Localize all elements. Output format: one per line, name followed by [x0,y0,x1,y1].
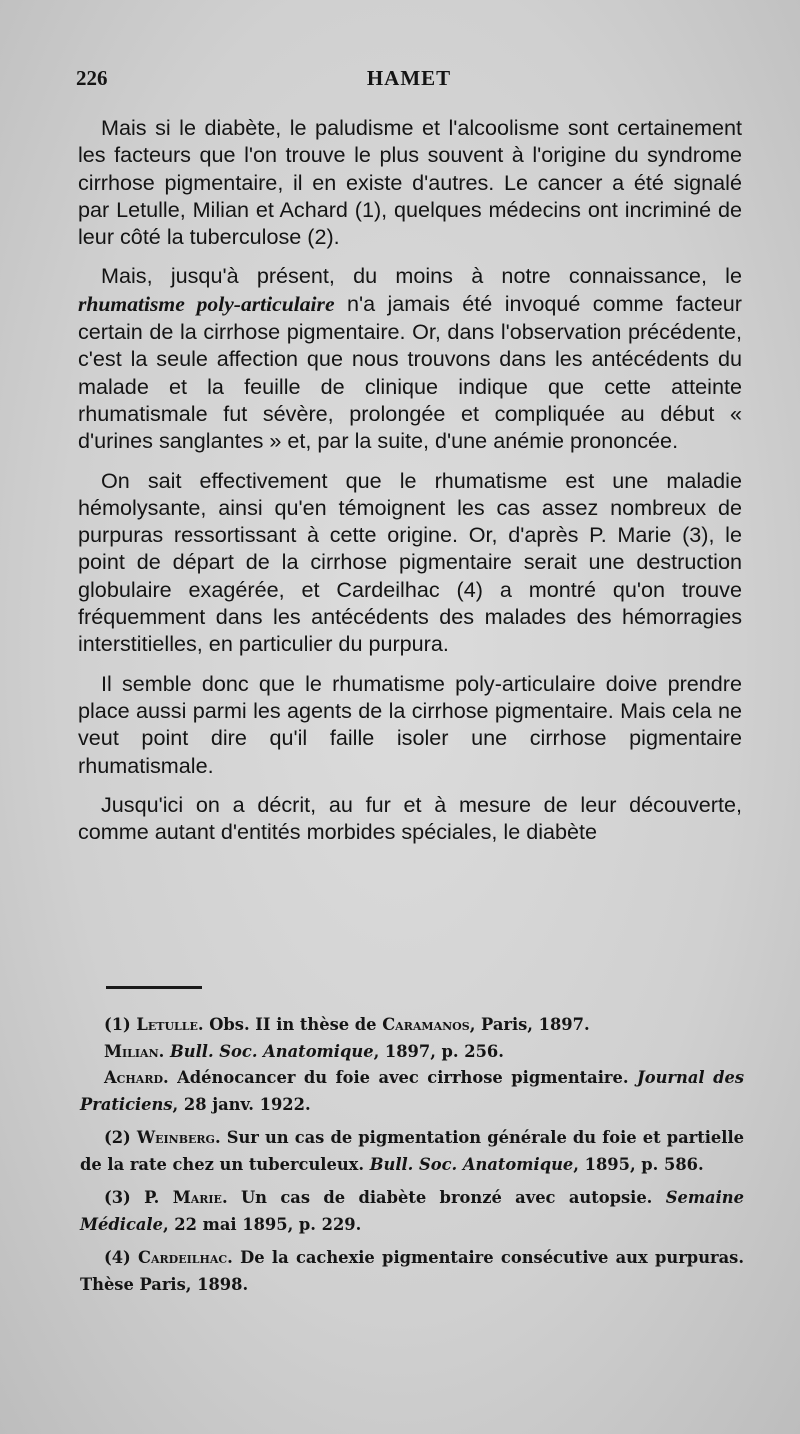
footnote-separator [106,986,202,989]
footnotes [80,1012,744,1305]
paragraph-2-before: Mais, jusqu'à présent, du moins à notre connaissance, le [101,263,742,289]
footnote-1-line-3 [80,1065,744,1118]
footnote-2-line [80,1125,744,1178]
footnote-marker: (3) [104,1188,131,1207]
footnote-author: Achard [104,1068,163,1087]
footnote-text: , 1897, p. 256. [373,1041,504,1061]
footnote-author: Caramanos [382,1015,470,1034]
footnote-marker: (1) [104,1015,131,1034]
footnote-journal: Journal des Praticiens [80,1068,744,1114]
footnote-4-line [80,1245,744,1298]
paragraph-3: On sait effectivement que le rhumatisme est une maladie hémolysante, ainsi qu'en témoignent les cas assez nombreux de purpuras ressortissant à cette origine. Or, d'après P. Marie (3), le point de départ de la cirrhose pigmentaire serait une destruction globulaire exagérée, et Cardeilhac (4) a montré qu'on trouve fréquemment dans les antécédents des malades des hémorragies interstitielles, en particulier du purpura. [78,467,742,657]
footnote-text: , Paris, 1897. [469,1015,590,1034]
footnote-text: . De la cachexie pigmentaire consécutive aux purpuras. Thèse Paris, 1898. [80,1248,744,1294]
footnote-3 [80,1185,744,1238]
paragraph-4: Il semble donc que le rhumatisme poly-articulaire doive prendre place aussi parmi les agents de la cirrhose pigmentaire. Mais cela ne veut point dire qu'il faille isoler une cirrhose pigmentaire rhumatismale. [78,670,742,778]
footnote-text: , 1895, p. 586. [573,1154,704,1174]
footnote-author: P. Marie [144,1188,222,1207]
paragraph-2-after: n'a jamais été invoqué comme facteur certain de la cirrhose pigmentaire. Or, dans l'observation précédente, c'est la seule affection que nous trouvons dans les antécédents du malade et la feuille de clinique indique que cette atteinte rhumatismale fut sévère, prolongée et compliquée au début « d'urines sanglantes » et, par la suite, d'une anémie prononcée. [78,290,742,454]
footnote-text: , 22 mai 1895, p. 229. [162,1214,362,1234]
footnote-2 [80,1125,744,1178]
paragraph-1: Mais si le diabète, le paludisme et l'alcoolisme sont certainement les facteurs que l'on trouve le plus souvent à l'origine du syndrome cirrhose pigmentaire, il en existe d'autres. Le cancer a été signalé par Letulle, Milian et Achard (1), quelques médecins ont incriminé de leur côté la tuberculose (2). [78,115,742,250]
footnote-journal: Semaine Médicale [80,1188,744,1234]
footnote-text: . Obs. II in thèse de [197,1015,383,1034]
running-head: HAMET [366,66,452,90]
footnote-text: . Adénocancer du foie avec cirrhose pigmentaire. [163,1068,629,1087]
footnote-journal: Bull. Soc. Anatomique [169,1041,374,1061]
footnote-1 [80,1012,744,1118]
paragraph-2 [78,262,742,454]
footnote-marker: (2) [104,1128,131,1147]
footnote-3-line [80,1185,744,1238]
footnote-text: . Un cas de diabète bronzé avec autopsie. [221,1188,666,1207]
footnote-text: . Sur un cas de pigmentation générale du foie et partielle de la rate chez un tuberculeux. [80,1128,744,1174]
paragraph-2-emphasis: rhumatisme poly-articulaire [78,291,335,316]
body-text [78,114,742,856]
page-number: 226 [76,66,108,90]
footnote-author: Letulle [136,1015,198,1034]
footnote-author: Milian [104,1041,159,1061]
footnote-1-line-2: Milian. Bull. Soc. Anatomique, 1897, p. 256. [104,1041,504,1061]
footnote-1-line-1 [80,1012,744,1039]
footnote-author: Weinberg [136,1128,215,1147]
footnote-4 [80,1245,744,1298]
footnote-journal: Bull. Soc. Anatomique [369,1154,574,1174]
page-header [76,66,742,96]
paragraph-5: Jusqu'ici on a décrit, au fur et à mesure de leur découverte, comme autant d'entités morbides spéciales, le diabète [78,791,742,845]
footnote-text: , 28 janv. 1922. [172,1094,311,1114]
footnote-author: Cardeilhac [138,1248,228,1267]
footnote-marker: (4) [104,1248,131,1267]
